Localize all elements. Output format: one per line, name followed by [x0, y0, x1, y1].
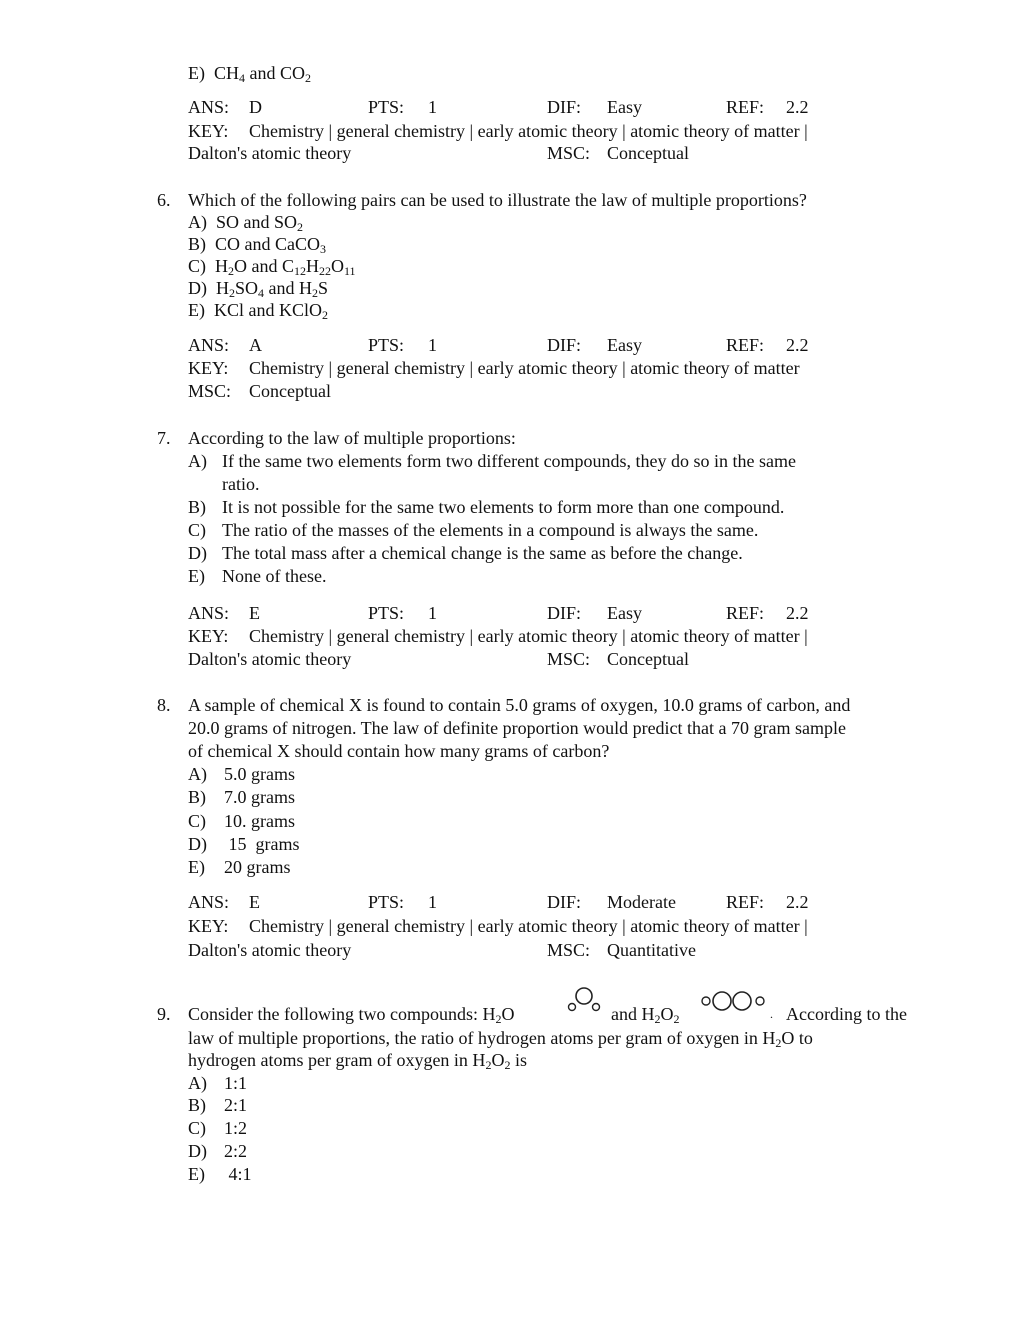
- q7-key-label: KEY:: [188, 626, 229, 646]
- q6-option-b: [188, 233, 326, 255]
- q6-option-a: [188, 211, 303, 233]
- q7-msc-value: Conceptual: [607, 649, 689, 669]
- q5-key-line2: Dalton's atomic theory: [188, 143, 352, 163]
- q8-option-a-label: A): [188, 764, 207, 784]
- q6-pts-value: 1: [428, 335, 437, 355]
- q7-option-d-label: D): [188, 543, 207, 563]
- q6-ref-label: REF:: [726, 335, 765, 355]
- q5-msc-value: Conceptual: [607, 143, 689, 163]
- q9-option-e-text: 4:1: [224, 1164, 252, 1184]
- q7-option-e-label: E): [188, 566, 205, 586]
- q5-key-label: KEY:: [188, 121, 229, 141]
- option-text: KCl and KClO$_2$: [214, 300, 328, 322]
- option-label: E): [188, 300, 205, 320]
- q6-option-e: [188, 299, 328, 321]
- q6-question: Which of the following pairs can be used to illustrate the law of multiple proportions?: [188, 190, 807, 210]
- hydrogen-peroxide-molecule-icon: [700, 990, 768, 1012]
- q8-key-label: KEY:: [188, 916, 229, 936]
- q7-key-line1: Chemistry | general chemistry | early atomic theory | atomic theory of matter |: [249, 626, 808, 646]
- q9-option-a-label: A): [188, 1073, 207, 1093]
- q9-line1-post: According to the: [786, 1004, 907, 1024]
- q7-pts-value: 1: [428, 603, 437, 623]
- q6-key-line1: Chemistry | general chemistry | early atomic theory | atomic theory of matter: [249, 358, 800, 378]
- q6-ans-value: A: [249, 335, 262, 355]
- q8-option-b-label: B): [188, 787, 206, 807]
- q8-option-c-label: C): [188, 811, 206, 831]
- q8-ref-label: REF:: [726, 892, 765, 912]
- q7-option-a-label: A): [188, 451, 207, 471]
- q6-dif-label: DIF:: [547, 335, 582, 355]
- q6-pts-label: PTS:: [368, 335, 405, 355]
- q8-dif-label: DIF:: [547, 892, 582, 912]
- q9-line1-pre: Consider the following two compounds: $H_2O$: [188, 1004, 515, 1026]
- q5-pts-value: 1: [428, 97, 437, 117]
- q6-option-c: [188, 255, 356, 277]
- option-text: $H_2SO_4$ and $H_2S$: [216, 278, 329, 300]
- q8-dif-value: Moderate: [607, 892, 676, 912]
- q8-msc-label: MSC:: [547, 940, 591, 960]
- q6-ans-label: ANS:: [188, 335, 230, 355]
- q5-dif-label: DIF:: [547, 97, 582, 117]
- q7-option-b-text: It is not possible for the same two elements to form more than one compound.: [222, 497, 785, 517]
- q8-option-e-text: 20 grams: [224, 857, 291, 877]
- q8-key-line2: Dalton's atomic theory: [188, 940, 352, 960]
- q7-option-c-text: The ratio of the masses of the elements in a compound is always the same.: [222, 520, 759, 540]
- q6-msc-label: MSC:: [188, 381, 232, 401]
- option-label: E): [188, 63, 205, 83]
- q9-option-c-label: C): [188, 1118, 206, 1138]
- q6-option-d: [188, 277, 328, 299]
- option-label: D): [188, 278, 207, 298]
- q5-ans-label: ANS:: [188, 97, 230, 117]
- q9-option-d-text: 2:2: [224, 1141, 248, 1161]
- q5-key-line1: Chemistry | general chemistry | early atomic theory | atomic theory of matter |: [249, 121, 808, 141]
- q5-option-e: [188, 62, 311, 84]
- q9-line3: hydrogen atoms per gram of oxygen in $H_2O_2$ is: [188, 1050, 527, 1072]
- q7-dif-value: Easy: [607, 603, 642, 623]
- q6-ref-value: 2.2: [786, 335, 809, 355]
- q9-option-b-text: 2:1: [224, 1095, 248, 1115]
- q9-line2: law of multiple proportions, the ratio of hydrogen atoms per gram of oxygen in $H_2O$ to: [188, 1028, 813, 1050]
- q6-msc-value: Conceptual: [249, 381, 331, 401]
- q8-option-d-text: 15 grams: [224, 834, 300, 854]
- q5-ref-label: REF:: [726, 97, 765, 117]
- q7-number: 7.: [157, 428, 171, 448]
- option-label: C): [188, 256, 206, 276]
- q9-option-d-label: D): [188, 1141, 207, 1161]
- q9-option-b-label: B): [188, 1095, 206, 1115]
- q8-ans-label: ANS:: [188, 892, 230, 912]
- q8-ref-value: 2.2: [786, 892, 809, 912]
- q9-option-a-text: 1:1: [224, 1073, 248, 1093]
- q7-option-b-label: B): [188, 497, 206, 517]
- q7-option-e-text: None of these.: [222, 566, 327, 586]
- q5-ref-value: 2.2: [786, 97, 809, 117]
- q7-key-line2: Dalton's atomic theory: [188, 649, 352, 669]
- water-molecule-icon: [566, 986, 602, 1012]
- q7-pts-label: PTS:: [368, 603, 405, 623]
- q7-ans-label: ANS:: [188, 603, 230, 623]
- q9-line1-dot: .: [770, 1007, 773, 1021]
- q8-ans-value: E: [249, 892, 260, 912]
- q6-key-label: KEY:: [188, 358, 229, 378]
- q8-question-line1: A sample of chemical X is found to contain 5.0 grams of oxygen, 10.0 grams of carbon, and: [188, 695, 851, 715]
- q8-question-line3: of chemical X should contain how many grams of carbon?: [188, 741, 610, 761]
- option-text: CO and CaCO$_3$: [215, 234, 326, 256]
- option-text: $CH_4$ and $CO_2$: [214, 63, 312, 85]
- q5-dif-value: Easy: [607, 97, 642, 117]
- q7-option-a-text: If the same two elements form two different compounds, they do so in the same: [222, 451, 797, 471]
- q5-ans-value: D: [249, 97, 262, 117]
- q7-dif-label: DIF:: [547, 603, 582, 623]
- q6-dif-value: Easy: [607, 335, 642, 355]
- q8-option-d-label: D): [188, 834, 207, 854]
- q8-pts-label: PTS:: [368, 892, 405, 912]
- q7-option-a-text-cont: ratio.: [222, 474, 260, 494]
- option-label: B): [188, 234, 206, 254]
- q9-option-c-text: 1:2: [224, 1118, 248, 1138]
- option-label: A): [188, 212, 207, 232]
- q5-msc-label: MSC:: [547, 143, 591, 163]
- q8-option-a-text: 5.0 grams: [224, 764, 295, 784]
- q8-option-c-text: 10. grams: [224, 811, 295, 831]
- q7-question: According to the law of multiple proportions:: [188, 428, 516, 448]
- q7-option-d-text: The total mass after a chemical change is the same as before the change.: [222, 543, 743, 563]
- q7-ans-value: E: [249, 603, 260, 623]
- q7-option-c-label: C): [188, 520, 206, 540]
- q8-key-line1: Chemistry | general chemistry | early atomic theory | atomic theory of matter |: [249, 916, 808, 936]
- q7-ref-value: 2.2: [786, 603, 809, 623]
- option-text: $H_2O$ and $C_{12}H_{22}O_{11}$: [215, 256, 356, 278]
- q9-number: 9.: [157, 1004, 171, 1024]
- q8-msc-value: Quantitative: [607, 940, 696, 960]
- q7-msc-label: MSC:: [547, 649, 591, 669]
- q8-number: 8.: [157, 695, 171, 715]
- q9-option-e-label: E): [188, 1164, 205, 1184]
- q8-question-line2: 20.0 grams of nitrogen. The law of definite proportion would predict that a 70 gram sample: [188, 718, 847, 738]
- q6-number: 6.: [157, 190, 171, 210]
- q8-option-e-label: E): [188, 857, 205, 877]
- q8-option-b-text: 7.0 grams: [224, 787, 295, 807]
- q9-line1-mid: and $H_2O_2$: [611, 1004, 680, 1026]
- option-text: SO and $SO_2$: [216, 212, 304, 234]
- q7-ref-label: REF:: [726, 603, 765, 623]
- q5-pts-label: PTS:: [368, 97, 405, 117]
- q8-pts-value: 1: [428, 892, 437, 912]
